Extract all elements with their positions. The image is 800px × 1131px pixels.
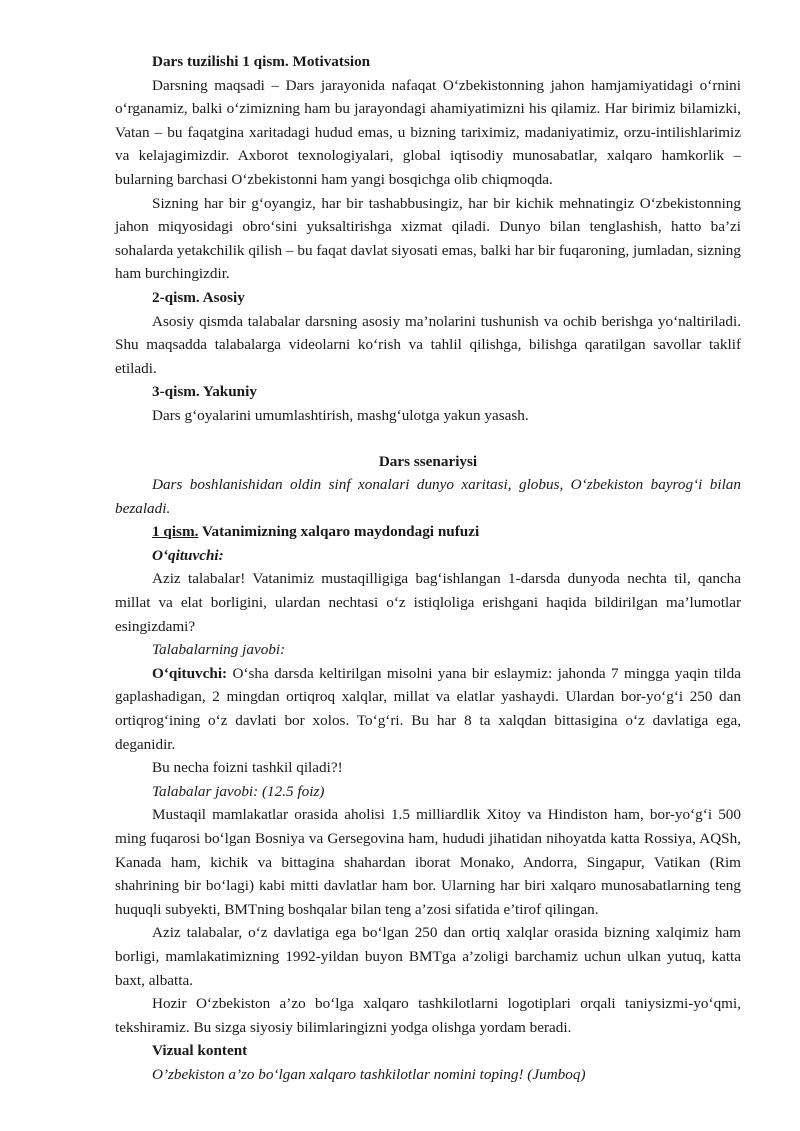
paragraph-ideas: Sizning har bir g‘oyangiz, har bir tashabbusingiz, har bir kichik mehnatingiz O‘zbekistonning jahon miqyosidagi obro‘sini yuksaltirishga xizmat qiladi. Dunyo bilan tenglashish, hatto ba’zi sohalarda yetakchilik qilish – bu faqat davlat siyosati emas, balki har bir fuqaroning, jumladan, sizning ham burchingizdir. bbox=[115, 194, 741, 283]
teacher-label-inline: O‘qituvchi: bbox=[152, 664, 228, 682]
question-line: Bu necha foizni tashkil qiladi?! bbox=[152, 759, 343, 777]
part-number: 1 qism. bbox=[152, 523, 199, 541]
paragraph-final: Dars g‘oyalarini umumlashtirish, mashg‘ulotga yakun yasash. bbox=[152, 406, 529, 424]
teacher-speech-2 bbox=[115, 662, 741, 756]
section-heading-3: 3-qism. Yakuniy bbox=[152, 383, 257, 401]
paragraph-states: Mustaqil mamlakatlar orasida aholisi 1.5 milliardlik Xitoy va Hindiston ham, bor-yo‘g‘i 500 ming fuqarosi bo‘lgan Bosniya va Gersegovina ham, hududi jihatidan nihoyatda katta Rossiya, AQSh, Kanada ham, kichik va bittagina shahardan iborat Monako, Andorra, Singapur, Vatikan (Rim shahrining bir bo‘lagi) kabi mitti davlatlar ham bor. Ularning har biri xalqaro munosabatlarning teng huquqli subyekti, BMTning boshqalar bilan teng a’zosi sifatida e’tirof qilingan. bbox=[115, 806, 741, 918]
scenario-intro: Dars boshlanishidan oldin sinf xonalari dunyo xaritasi, globus, O‘zbekiston bayrog‘i bilan bezaladi. bbox=[115, 476, 741, 517]
visual-content-heading: Vizual kontent bbox=[152, 1042, 248, 1060]
section-heading-1: Dars tuzilishi 1 qism. Motivatsion bbox=[152, 53, 371, 70]
paragraph-main: Asosiy qismda talabalar darsning asosiy ma’nolarini tushunish va ochib berishga yo‘naltiriladi. Shu maqsadda talabalarga videolarni ko‘rish va tahlil qilishga, bilishga qaratilgan savollar taklif etiladi. bbox=[115, 312, 741, 377]
teacher-speech-2-text: O‘sha darsda keltirilgan misolni yana bir eslaymiz: jahonda 7 mingga yaqin tilda gaplashadigan, 2 mingdan ortiqroq xalqlar, millat va elatlar yashaydi. Ulardan bor-yo‘g‘i 250 dan ortiqrog‘ining o‘z davlati bor xolos. To‘g‘ri. Bu har 8 ta xalqdan bittasigina o‘z davlatiga ega, deganidir. bbox=[115, 664, 741, 753]
scenario-part-1-heading bbox=[115, 520, 741, 544]
paragraph-logos: Hozir O‘zbekiston a’zo bo‘lga xalqaro tashkilotlarni logotiplari orqali taniysizmi-yo‘qmi, tekshiramiz. Bu sizga siyosiy bilimlaringizni yodga olishga yordam beradi. bbox=[115, 995, 741, 1036]
section-heading-2: 2-qism. Asosiy bbox=[152, 288, 245, 306]
paragraph-un: Aziz talabalar, o‘z davlatiga ega bo‘lgan 250 dan ortiq xalqlar orasida bizning xalqimiz ham borligi, mamlakatimizning 1992-yildan buyon BMTga a’zoligi barchamiz uchun ulkan yutuq, katta baxt, albatta. bbox=[115, 924, 741, 989]
paragraph-goal: Darsning maqsadi – Dars jarayonida nafaqat O‘zbekistonning jahon hamjamiyatidagi o‘rnini o‘rganamiz, balki o‘zimizning ham bu jarayondagi ahamiyatimizni his qilamiz. Har birimiz bilamizki, Vatan – bu faqatgina xaritadagi hudud emas, u bizning tariximiz, madaniyatimiz, orzu-intilishlarimiz va kelajagimizdir. Axborot texnologiyalari, global iqtisodiy munosabatlar, xalqaro hamkorlik – bularning barchasi O‘zbekistonni ham yangi bosqichga olib chiqmoqda. bbox=[115, 76, 741, 188]
visual-content-task: O’zbekiston a’zo bo‘lgan xalqaro tashkilotlar nomini toping! (Jumboq) bbox=[152, 1065, 586, 1083]
teacher-speech-1: Aziz talabalar! Vatanimiz mustaqilligiga bag‘ishlangan 1-darsda dunyoda nechta til, qancha millat va elat borligini, ulardan nechtasi o‘z istiqloliga erishgani haqida bildirilgan ma’lumotlar esingizdami? bbox=[115, 570, 741, 635]
part-title: Vatanimizning xalqaro maydondagi nufuzi bbox=[198, 523, 480, 541]
scenario-title: Dars ssenariysi bbox=[378, 452, 478, 470]
teacher-label: O‘qituvchi: bbox=[152, 546, 224, 564]
document-page bbox=[115, 50, 741, 1087]
students-answer-label: Talabalarning javobi: bbox=[152, 641, 286, 659]
students-answer-line: Talabalar javobi: (12.5 foiz) bbox=[152, 782, 325, 800]
